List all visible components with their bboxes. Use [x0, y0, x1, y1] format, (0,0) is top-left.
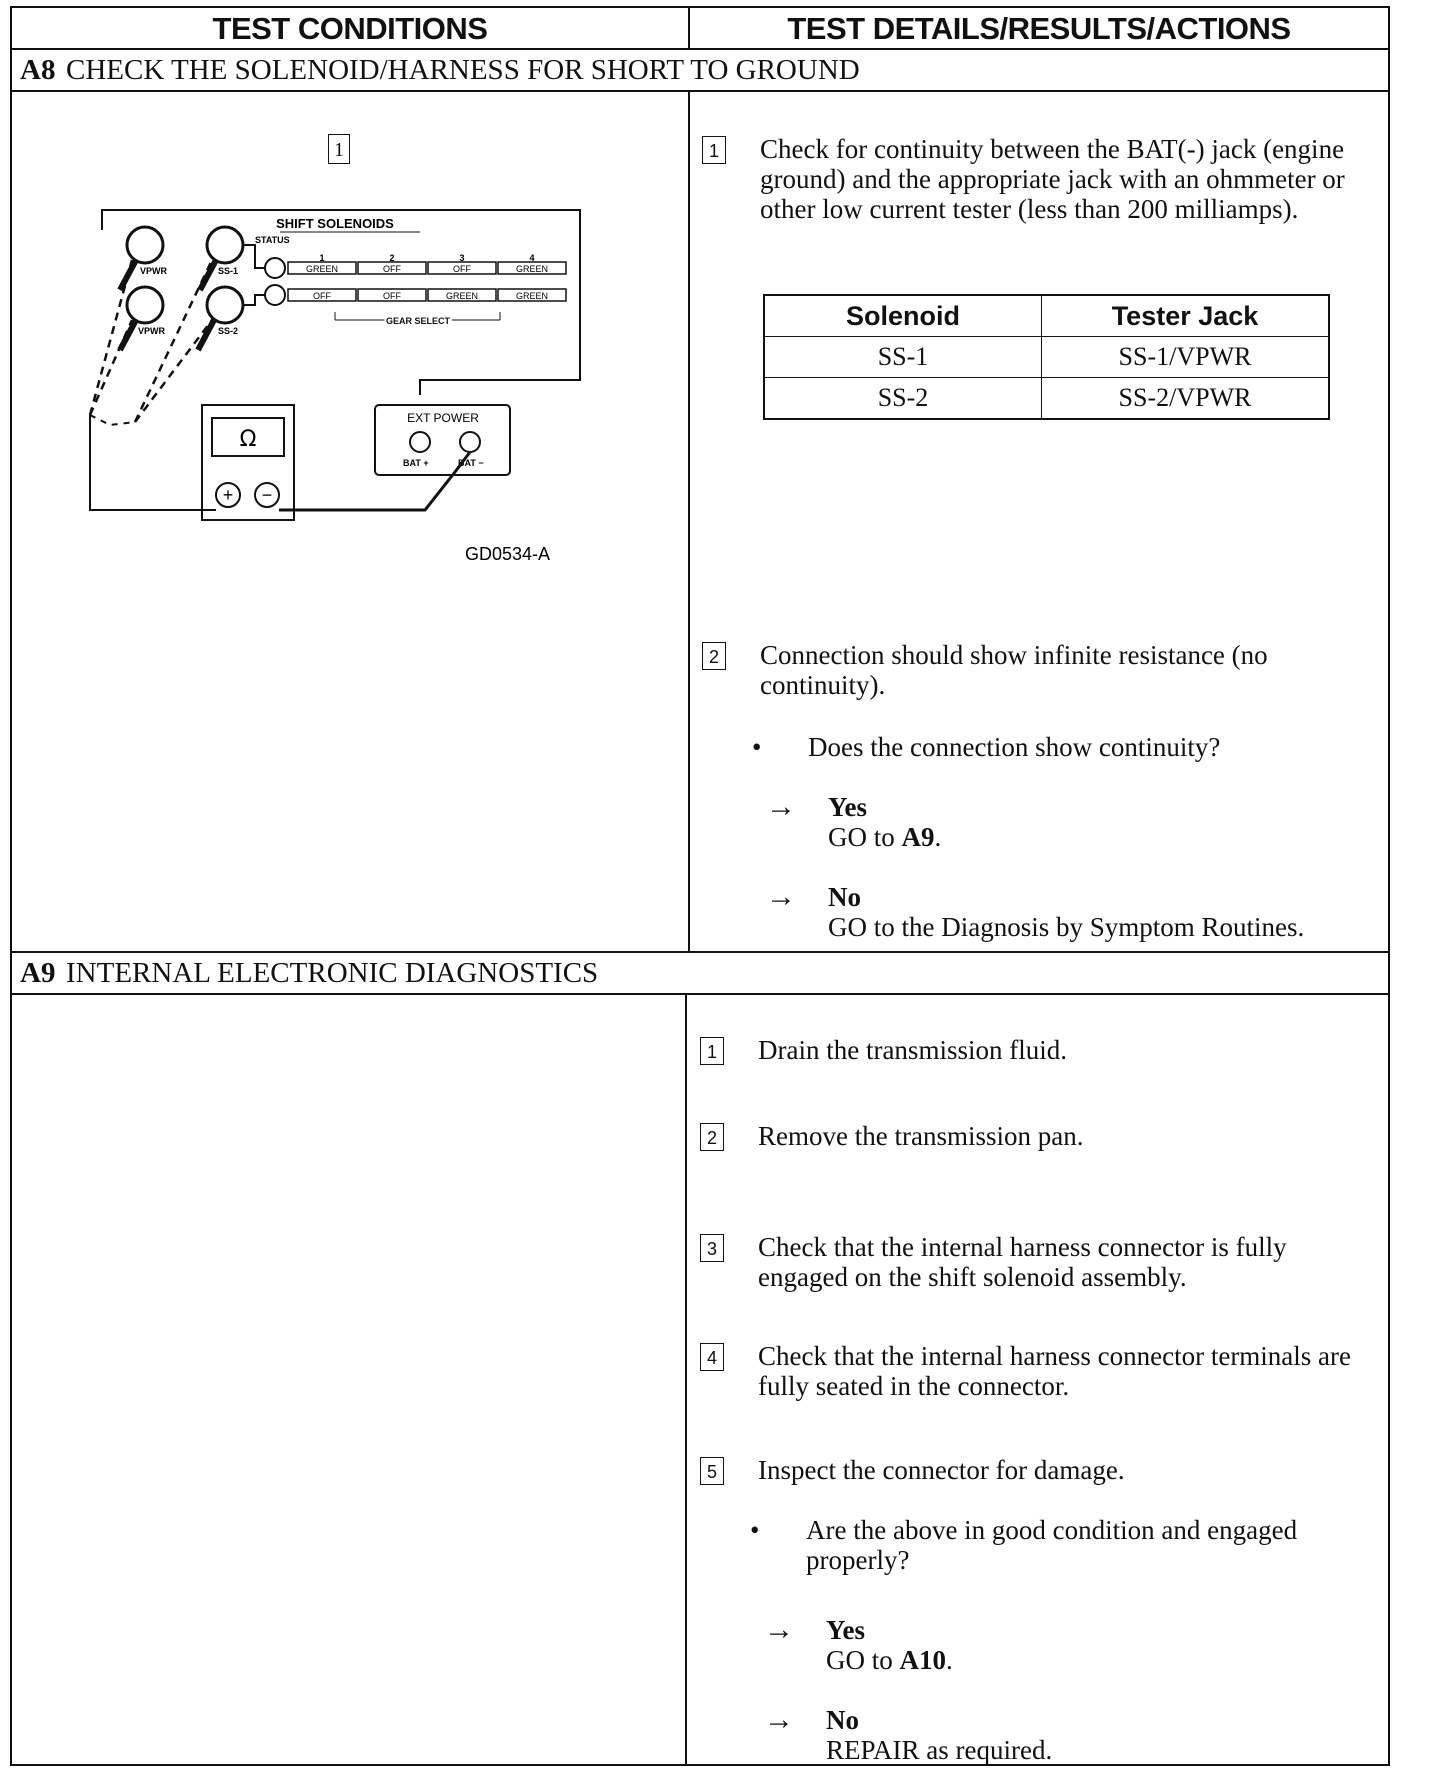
- a9-column-divider: [685, 993, 687, 1766]
- ohm-symbol: Ω: [239, 427, 257, 452]
- yes-target: A9: [901, 822, 935, 852]
- header-test-details: TEST DETAILS/RESULTS/ACTIONS: [787, 11, 1291, 46]
- figure-step-number: 1: [328, 134, 350, 164]
- figure-code: GD0534-A: [464, 544, 550, 564]
- yes-action: GO to: [826, 1645, 900, 1675]
- arrow-icon: →: [766, 790, 796, 823]
- column-number: 3: [459, 253, 465, 263]
- question-text: Are the above in good condition and engaged properly?: [806, 1515, 1298, 1575]
- jack-label: SS-2: [218, 326, 239, 336]
- status-columns: [288, 253, 566, 301]
- jack-label: VPWR: [138, 326, 165, 336]
- status-cell: OFF: [453, 264, 471, 274]
- step-text: Check that the internal harness connector terminals are fully seated in the connector.: [758, 1341, 1352, 1401]
- step-number: 3: [700, 1234, 724, 1262]
- step-number: 5: [700, 1457, 724, 1485]
- step-number: 4: [700, 1343, 724, 1371]
- a9-title-rule: [10, 993, 1390, 995]
- column-number: 4: [529, 253, 535, 263]
- gear-cell: GREEN: [445, 291, 479, 301]
- column-number: 1: [319, 253, 325, 263]
- table-header: Tester Jack: [1042, 295, 1330, 337]
- status-led-2: [265, 285, 285, 305]
- jack-label: VPWR: [140, 266, 167, 276]
- section-title: INTERNAL ELECTRONIC DIAGNOSTICS: [66, 957, 599, 989]
- table-cell: SS-1/VPWR: [1042, 337, 1330, 378]
- no-label: No: [828, 882, 861, 912]
- step-text: Check that the internal harness connector is fully engaged on the shift solenoid assembly.: [758, 1232, 1287, 1292]
- status-cell: GREEN: [515, 264, 549, 274]
- gear-cell: GREEN: [515, 291, 549, 301]
- jack-vpwr-1: [127, 227, 163, 263]
- bat-minus-label: BAT −: [458, 458, 484, 468]
- arrow-icon: →: [764, 1703, 794, 1736]
- step-text: Connection should show infinite resistance (no continuity).: [760, 640, 1268, 700]
- jack-ss2: [207, 287, 243, 323]
- status-label: STATUS: [255, 235, 290, 245]
- table-cell: SS-2/VPWR: [1042, 378, 1330, 420]
- section-code: A9: [20, 957, 56, 989]
- solenoid-jack-table: [763, 294, 1330, 420]
- section-a9-title: [20, 953, 598, 993]
- status-cell: OFF: [383, 264, 401, 274]
- ohmmeter: [202, 405, 294, 520]
- bullet: •: [752, 732, 762, 762]
- gear-cell: OFF: [313, 291, 331, 301]
- solenoid-tester-diagram: [80, 200, 590, 580]
- yes-period: .: [934, 822, 942, 852]
- status-cell: GREEN: [305, 264, 339, 274]
- bullet: •: [750, 1515, 760, 1545]
- table-row: [764, 337, 1329, 378]
- ext-power-label: EXT POWER: [407, 411, 479, 425]
- bat-minus-jack: [460, 432, 480, 452]
- bat-plus-jack: [410, 432, 430, 452]
- step-text: Check for continuity between the BAT(-) jack (engine ground) and the appropriate jack with an ohmmeter or other low current tester (less than 200 milliamps).: [760, 134, 1345, 224]
- step-text: Drain the transmission fluid.: [758, 1035, 1067, 1065]
- table-header: Solenoid: [764, 295, 1042, 337]
- yes-period: .: [946, 1645, 953, 1675]
- no-label: No: [826, 1705, 859, 1735]
- no-action: GO to the Diagnosis by Symptom Routines.: [828, 912, 1305, 942]
- jack-label: SS-1: [218, 266, 239, 276]
- step-number: 2: [700, 1123, 724, 1151]
- question-text: Does the connection show continuity?: [808, 732, 1221, 762]
- status-led-1: [265, 258, 285, 278]
- panel-title: SHIFT SOLENOIDS: [276, 216, 394, 231]
- arrow-icon: →: [766, 880, 796, 913]
- gear-select-label: GEAR SELECT: [385, 316, 451, 326]
- step-text: Remove the transmission pan.: [758, 1121, 1084, 1151]
- step-number: 1: [702, 136, 726, 164]
- yes-label: Yes: [828, 792, 867, 822]
- meter-minus-label: −: [261, 485, 273, 505]
- step-number: 1: [700, 1037, 724, 1065]
- step-number: 2: [702, 642, 726, 670]
- table-cell: SS-1: [764, 337, 1042, 378]
- jack-ss1: [207, 227, 243, 263]
- arrow-icon: →: [764, 1613, 794, 1646]
- section-a8-title: [20, 50, 860, 90]
- step-text: Inspect the connector for damage.: [758, 1455, 1125, 1485]
- no-action: REPAIR as required.: [826, 1735, 1053, 1765]
- table-row: [764, 378, 1329, 420]
- table-cell: SS-2: [764, 378, 1042, 420]
- gear-cell: OFF: [383, 291, 401, 301]
- a8-title-rule: [10, 90, 1390, 92]
- yes-target: A10: [899, 1645, 946, 1675]
- meter-plus-label: +: [222, 485, 234, 505]
- bat-plus-label: BAT +: [403, 458, 429, 468]
- section-title: CHECK THE SOLENOID/HARNESS FOR SHORT TO GROUND: [66, 54, 860, 86]
- header-test-conditions: TEST CONDITIONS: [212, 11, 488, 46]
- jack-vpwr-2: [127, 287, 163, 323]
- yes-label: Yes: [826, 1615, 865, 1645]
- a8-column-divider: [688, 90, 690, 951]
- yes-action: GO to: [828, 822, 902, 852]
- section-code: A8: [20, 54, 56, 86]
- column-number: 2: [389, 253, 395, 263]
